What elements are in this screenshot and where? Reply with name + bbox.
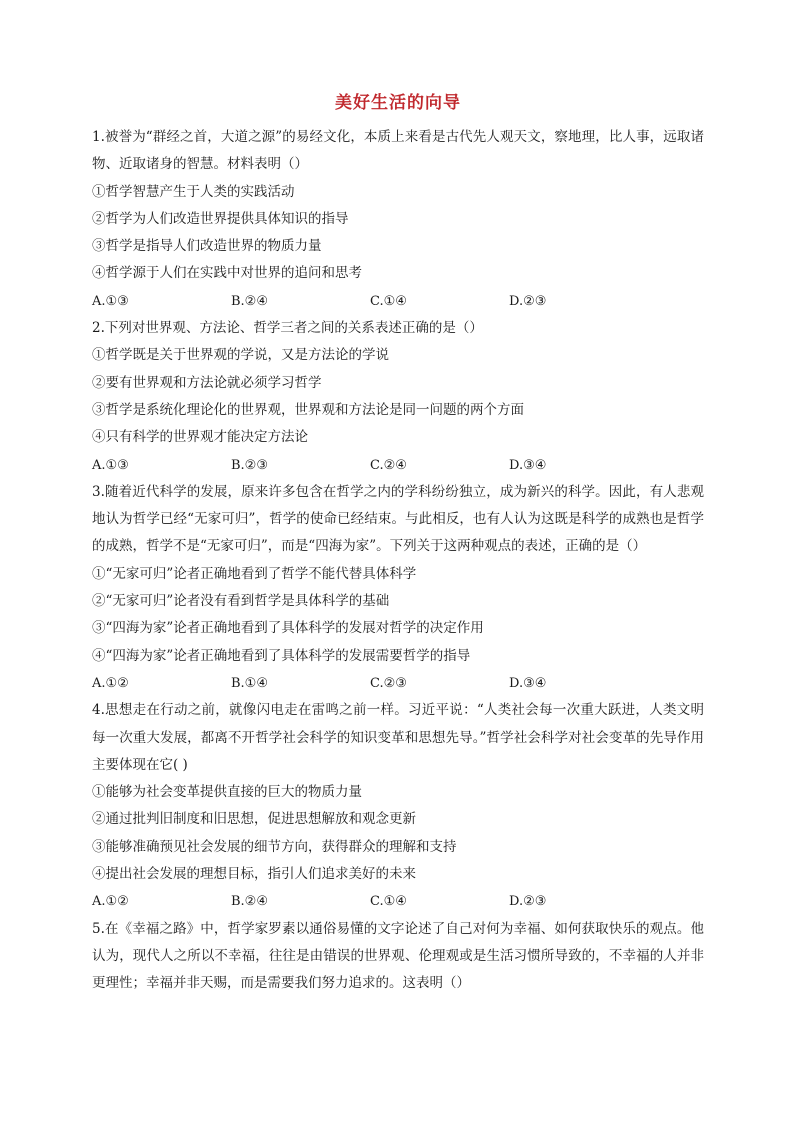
question-stem: 3.随着近代科学的发展，原来许多包含在哲学之内的学科纷纷独立，成为新兴的科学。因此，有人悲观地认为哲学已经“无家可归”，哲学的使命已经结束。与此相反，也有人认为这既是科学的成熟也是哲学的成熟，哲学不是“无家可归”，而是“四海为家”。下列关于这两种观点的表述，正确的是（）: [92, 483, 704, 555]
option-b: B.②④: [231, 293, 268, 309]
statement: ③“四海为家”论者正确地看到了具体科学的发展对哲学的决定作用: [92, 620, 484, 637]
statement: ④“四海为家”论者正确地看到了具体科学的发展需要哲学的指导: [92, 647, 471, 664]
answer-options: [92, 288, 704, 315]
question-3: [92, 479, 704, 697]
document-title: 美好生活的向导: [335, 93, 461, 113]
statement: ②要有世界观和方法论就必须学习哲学: [92, 374, 322, 391]
option-d: D.③④: [509, 457, 547, 473]
option-a: A.①③: [92, 293, 129, 309]
option-c: C.②③: [370, 675, 407, 691]
statement: ②哲学为人们改造世界提供具体知识的指导: [92, 210, 349, 227]
option-c: C.②④: [370, 457, 407, 473]
statement: ④提出社会发展的理想目标，指引人们追求美好的未来: [92, 866, 416, 883]
option-d: D.②③: [509, 293, 547, 309]
statement: ④只有科学的世界观才能决定方法论: [92, 429, 308, 446]
statement: ①哲学既是关于世界观的学说，又是方法论的学说: [92, 347, 389, 364]
statement: ①能够为社会变革提供直接的巨大的物质力量: [92, 784, 362, 801]
option-a: A.①②: [92, 675, 129, 691]
statement: ③能够准确预见社会发展的细节方向，获得群众的理解和支持: [92, 838, 457, 855]
question-stem: 2.下列对世界观、方法论、哲学三者之间的关系表述正确的是（）: [92, 320, 483, 337]
statement: ③哲学是系统化理论化的世界观，世界观和方法论是同一问题的两个方面: [92, 401, 524, 418]
option-d: D.③④: [509, 675, 547, 691]
statement: ②通过批判旧制度和旧思想，促进思想解放和观念更新: [92, 811, 416, 828]
statement: ①“无家可归”论者正确地看到了哲学不能代替具体科学: [92, 565, 417, 582]
option-b: B.①④: [231, 675, 268, 691]
question-stem: 1.被誉为“群经之首，大道之源”的易经文化，本质上来看是古代先人观天文，察地理，比人事，远取诸物、近取诸身的智慧。材料表明（）: [92, 129, 704, 173]
question-1: [92, 124, 704, 315]
option-a: A.①③: [92, 457, 129, 473]
answer-options: [92, 888, 704, 915]
question-5: [92, 916, 704, 998]
question-2: [92, 315, 704, 479]
option-c: C.①④: [370, 894, 407, 910]
statement: ①哲学智慧产生于人类的实践活动: [92, 183, 295, 200]
option-c: C.①④: [370, 293, 407, 309]
statement: ③哲学是指导人们改造世界的物质力量: [92, 238, 322, 255]
question-stem: 5.在《幸福之路》中，哲学家罗素以通俗易懂的文字论述了自己对何为幸福、如何获取快乐的观点。他认为，现代人之所以不幸福，往往是由错误的世界观、伦理观或是生活习惯所导致的，不幸福的人并非更理性；幸福并非天赐，而是需要我们努力追求的。这表明（）: [92, 920, 704, 992]
option-a: A.①②: [92, 894, 129, 910]
document-page: [92, 92, 704, 998]
answer-options: [92, 452, 704, 479]
statement: ④哲学源于人们在实践中对世界的追问和思考: [92, 265, 362, 282]
option-b: B.②④: [231, 894, 268, 910]
statement: ②“无家可归”论者没有看到哲学是具体科学的基础: [92, 593, 390, 610]
question-4: [92, 697, 704, 915]
question-stem: 4.思想走在行动之前，就像闪电走在雷鸣之前一样。习近平说：“人类社会每一次重大跃进，人类文明每一次重大发展，都离不开哲学社会科学的知识变革和思想先导。”哲学社会科学对社会变革的先导作用主要体现在它( ): [92, 702, 704, 773]
answer-options: [92, 670, 704, 697]
option-d: D.②③: [509, 894, 547, 910]
option-b: B.②③: [231, 457, 268, 473]
